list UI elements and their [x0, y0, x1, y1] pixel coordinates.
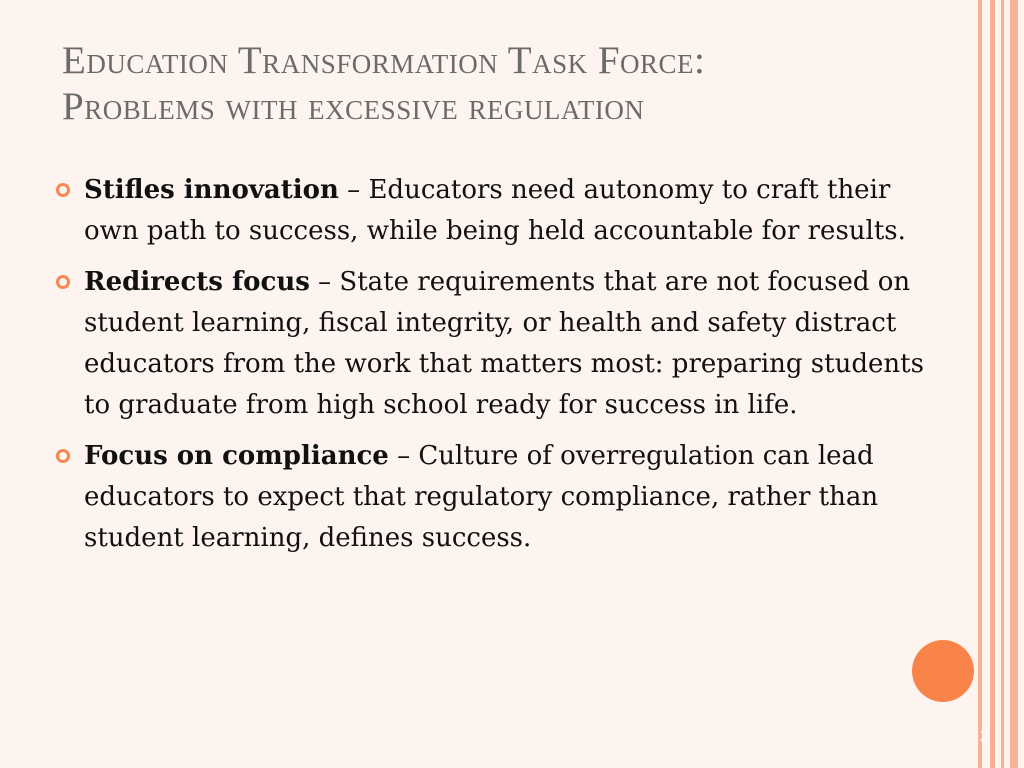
title-line-1: Education Transformation Task Force: [62, 39, 706, 82]
stripe [1010, 0, 1018, 768]
bullet-item-focus-on-compliance [56, 436, 936, 559]
stripe [1001, 0, 1004, 768]
circle-bullet-icon [56, 183, 70, 197]
bullet-text: – Culture of overregulation can lead educators to expect that regulatory compliance, rather than student learning, defines success. [84, 441, 879, 553]
orange-circle-icon [912, 640, 974, 702]
bullet-item-redirects-focus [56, 262, 936, 426]
stripe [990, 0, 995, 768]
decorative-stripes [978, 0, 1024, 768]
bullet-term: Redirects focus [84, 267, 310, 297]
bullet-text: – State requirements that are not focused on student learning, fiscal integrity, or health and safety distract educators from the work that matters most: preparing students to graduate from high school ready for success in life. [84, 267, 924, 420]
title-line-2: Problems with excessive regulation [62, 85, 645, 128]
slide-number: 2 [980, 728, 989, 745]
bullet-text: – Educators need autonomy to craft their own path to success, while being held accountable for results. [84, 175, 906, 246]
bullet-term: Stifles innovation [84, 175, 339, 205]
stripe [978, 0, 982, 768]
bullet-item-stifles-innovation [56, 170, 936, 252]
bullet-term: Focus on compliance [84, 441, 389, 471]
bullet-list [56, 170, 936, 569]
circle-bullet-icon [56, 275, 70, 289]
circle-bullet-icon [56, 449, 70, 463]
slide-title [62, 38, 942, 130]
